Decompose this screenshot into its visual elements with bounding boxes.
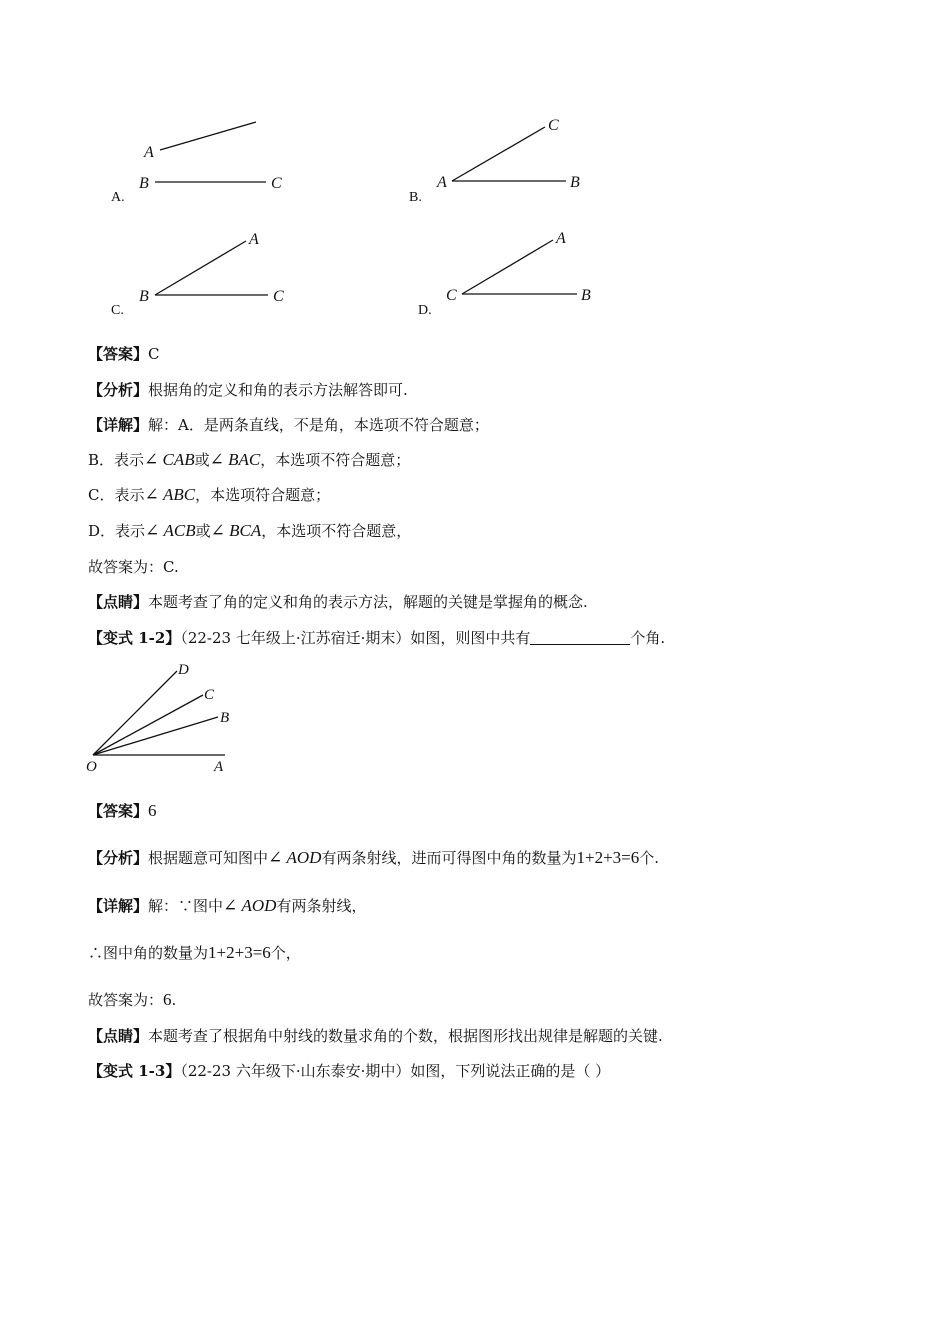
- conclusion-value: 6: [163, 990, 172, 1009]
- option-a-figure: [139, 122, 282, 192]
- detail-text: ，本选项不符合题意，: [261, 522, 412, 540]
- math-angle: ∠ CAB: [144, 450, 195, 469]
- analysis-tag: 【分析】: [88, 849, 149, 867]
- answer-tag: 【答案】: [88, 802, 149, 820]
- option-b-label: B.: [409, 190, 422, 205]
- conclusion-text: 故答案为：: [88, 991, 164, 1009]
- math-angle: ∠ ABC: [144, 485, 196, 504]
- math-angle: ∠ AOD: [223, 896, 277, 915]
- q2-figure: [80, 655, 250, 775]
- option-c-point-c: C: [273, 288, 284, 305]
- option-c-label: C.: [111, 303, 124, 318]
- comment-text: 本题考查了根据角中射线的数量求角的个数，根据图形找出规律是解题的关键.: [148, 1027, 663, 1045]
- q3-title-text: （22-23 六年级下·山东泰安·期中）如图，下列说法正确的是（ ）: [180, 1062, 611, 1080]
- q2-conclusion: [88, 990, 176, 1010]
- option-a-point-a: A: [144, 144, 154, 161]
- q2-point-b: B: [220, 710, 230, 726]
- analysis-tag: 【分析】: [88, 381, 149, 399]
- q2-comment: [88, 1026, 663, 1046]
- q2-title-tag: 【变式 1-2】: [88, 629, 181, 647]
- q1-detail-1: [88, 415, 489, 435]
- q1-analysis: [88, 380, 408, 400]
- analysis-text: 有两条射线，进而可得图中角的数量为: [321, 849, 577, 867]
- detail-text: D．表示: [88, 522, 146, 540]
- math-angle: ∠ AOD: [268, 848, 322, 867]
- detail-text: ，本选项符合题意；: [195, 486, 331, 504]
- detail-text: C．表示: [88, 486, 145, 504]
- q2-point-a: A: [214, 759, 224, 775]
- option-b-point-a: A: [437, 174, 447, 191]
- q2-title-end: 个角.: [630, 629, 666, 647]
- option-b-point-b: B: [570, 174, 580, 191]
- option-d-point-c: C: [446, 287, 457, 304]
- detail-text: B．表示: [88, 451, 145, 469]
- option-b-point-c: C: [548, 117, 559, 134]
- q2-point-o: O: [86, 759, 97, 775]
- detail-text: ∴图中角的数量为: [88, 944, 209, 962]
- option-c-point-a: A: [249, 231, 259, 248]
- q2-title: [88, 628, 665, 648]
- option-a-point-b: B: [139, 175, 149, 192]
- q1-detail-2: [88, 450, 410, 470]
- detail-text: 个，: [270, 944, 301, 962]
- option-figures: [0, 100, 700, 330]
- detail-tag: 【详解】: [88, 416, 149, 434]
- math-angle: ∠ BAC: [209, 450, 261, 469]
- option-d-point-b: B: [581, 287, 591, 304]
- math-angle: ∠ ACB: [145, 521, 196, 540]
- q3-title-tag: 【变式 1-3】: [88, 1062, 181, 1080]
- q3-title: [88, 1061, 610, 1081]
- q1-detail-4: [88, 521, 411, 541]
- q1-conclusion: 故答案为：C.: [88, 558, 179, 576]
- detail-text: 有两条射线，: [276, 897, 367, 915]
- answer-value: C: [148, 345, 160, 363]
- detail-text: 或: [194, 451, 210, 469]
- q2-point-c: C: [204, 687, 215, 703]
- detail-text: 或: [195, 522, 211, 540]
- q2-detail-2: [88, 943, 301, 963]
- comment-text: 本题考查了角的定义和角的表示方法，解题的关键是掌握角的概念.: [148, 593, 588, 611]
- analysis-text: 个.: [639, 849, 660, 867]
- q2-point-d: D: [178, 662, 189, 678]
- comment-tag: 【点睛】: [88, 593, 149, 611]
- math-equation: 1+2+3=6: [208, 943, 271, 962]
- q1-comment: [88, 592, 588, 612]
- detail-tag: 【详解】: [88, 897, 149, 915]
- q1-answer: [88, 344, 160, 364]
- math-angle: ∠ BCA: [210, 521, 262, 540]
- detail-text: ，本选项不符合题意；: [260, 451, 411, 469]
- option-a-label: A.: [111, 190, 125, 205]
- option-c-figure: [139, 231, 284, 305]
- option-c-point-b: B: [139, 288, 149, 305]
- q1-detail-3: [88, 485, 330, 505]
- option-d-figure: [446, 230, 591, 304]
- q2-detail-1: [88, 896, 366, 916]
- answer-blank: [530, 628, 630, 645]
- analysis-text: 根据题意可知图中: [148, 849, 269, 867]
- conclusion-text: .: [171, 991, 177, 1009]
- detail-text: 解：∵图中: [148, 897, 224, 915]
- answer-value: 6: [148, 801, 157, 820]
- math-equation: 1+2+3=6: [576, 848, 640, 867]
- option-a-point-c: C: [271, 175, 282, 192]
- q2-analysis: [88, 848, 659, 868]
- q2-title-text: （22-23 七年级上·江苏宿迁·期末）如图，则图中共有: [180, 629, 531, 647]
- option-b-figure: [436, 117, 580, 191]
- detail-text: 解：A．是两条直线，不是角，本选项不符合题意；: [148, 416, 489, 434]
- comment-tag: 【点睛】: [88, 1027, 149, 1045]
- option-d-label: D.: [418, 303, 432, 318]
- q2-answer: [88, 801, 157, 821]
- option-d-point-a: A: [556, 230, 566, 247]
- answer-tag: 【答案】: [88, 345, 149, 363]
- analysis-text: 根据角的定义和角的表示方法解答即可.: [148, 381, 408, 399]
